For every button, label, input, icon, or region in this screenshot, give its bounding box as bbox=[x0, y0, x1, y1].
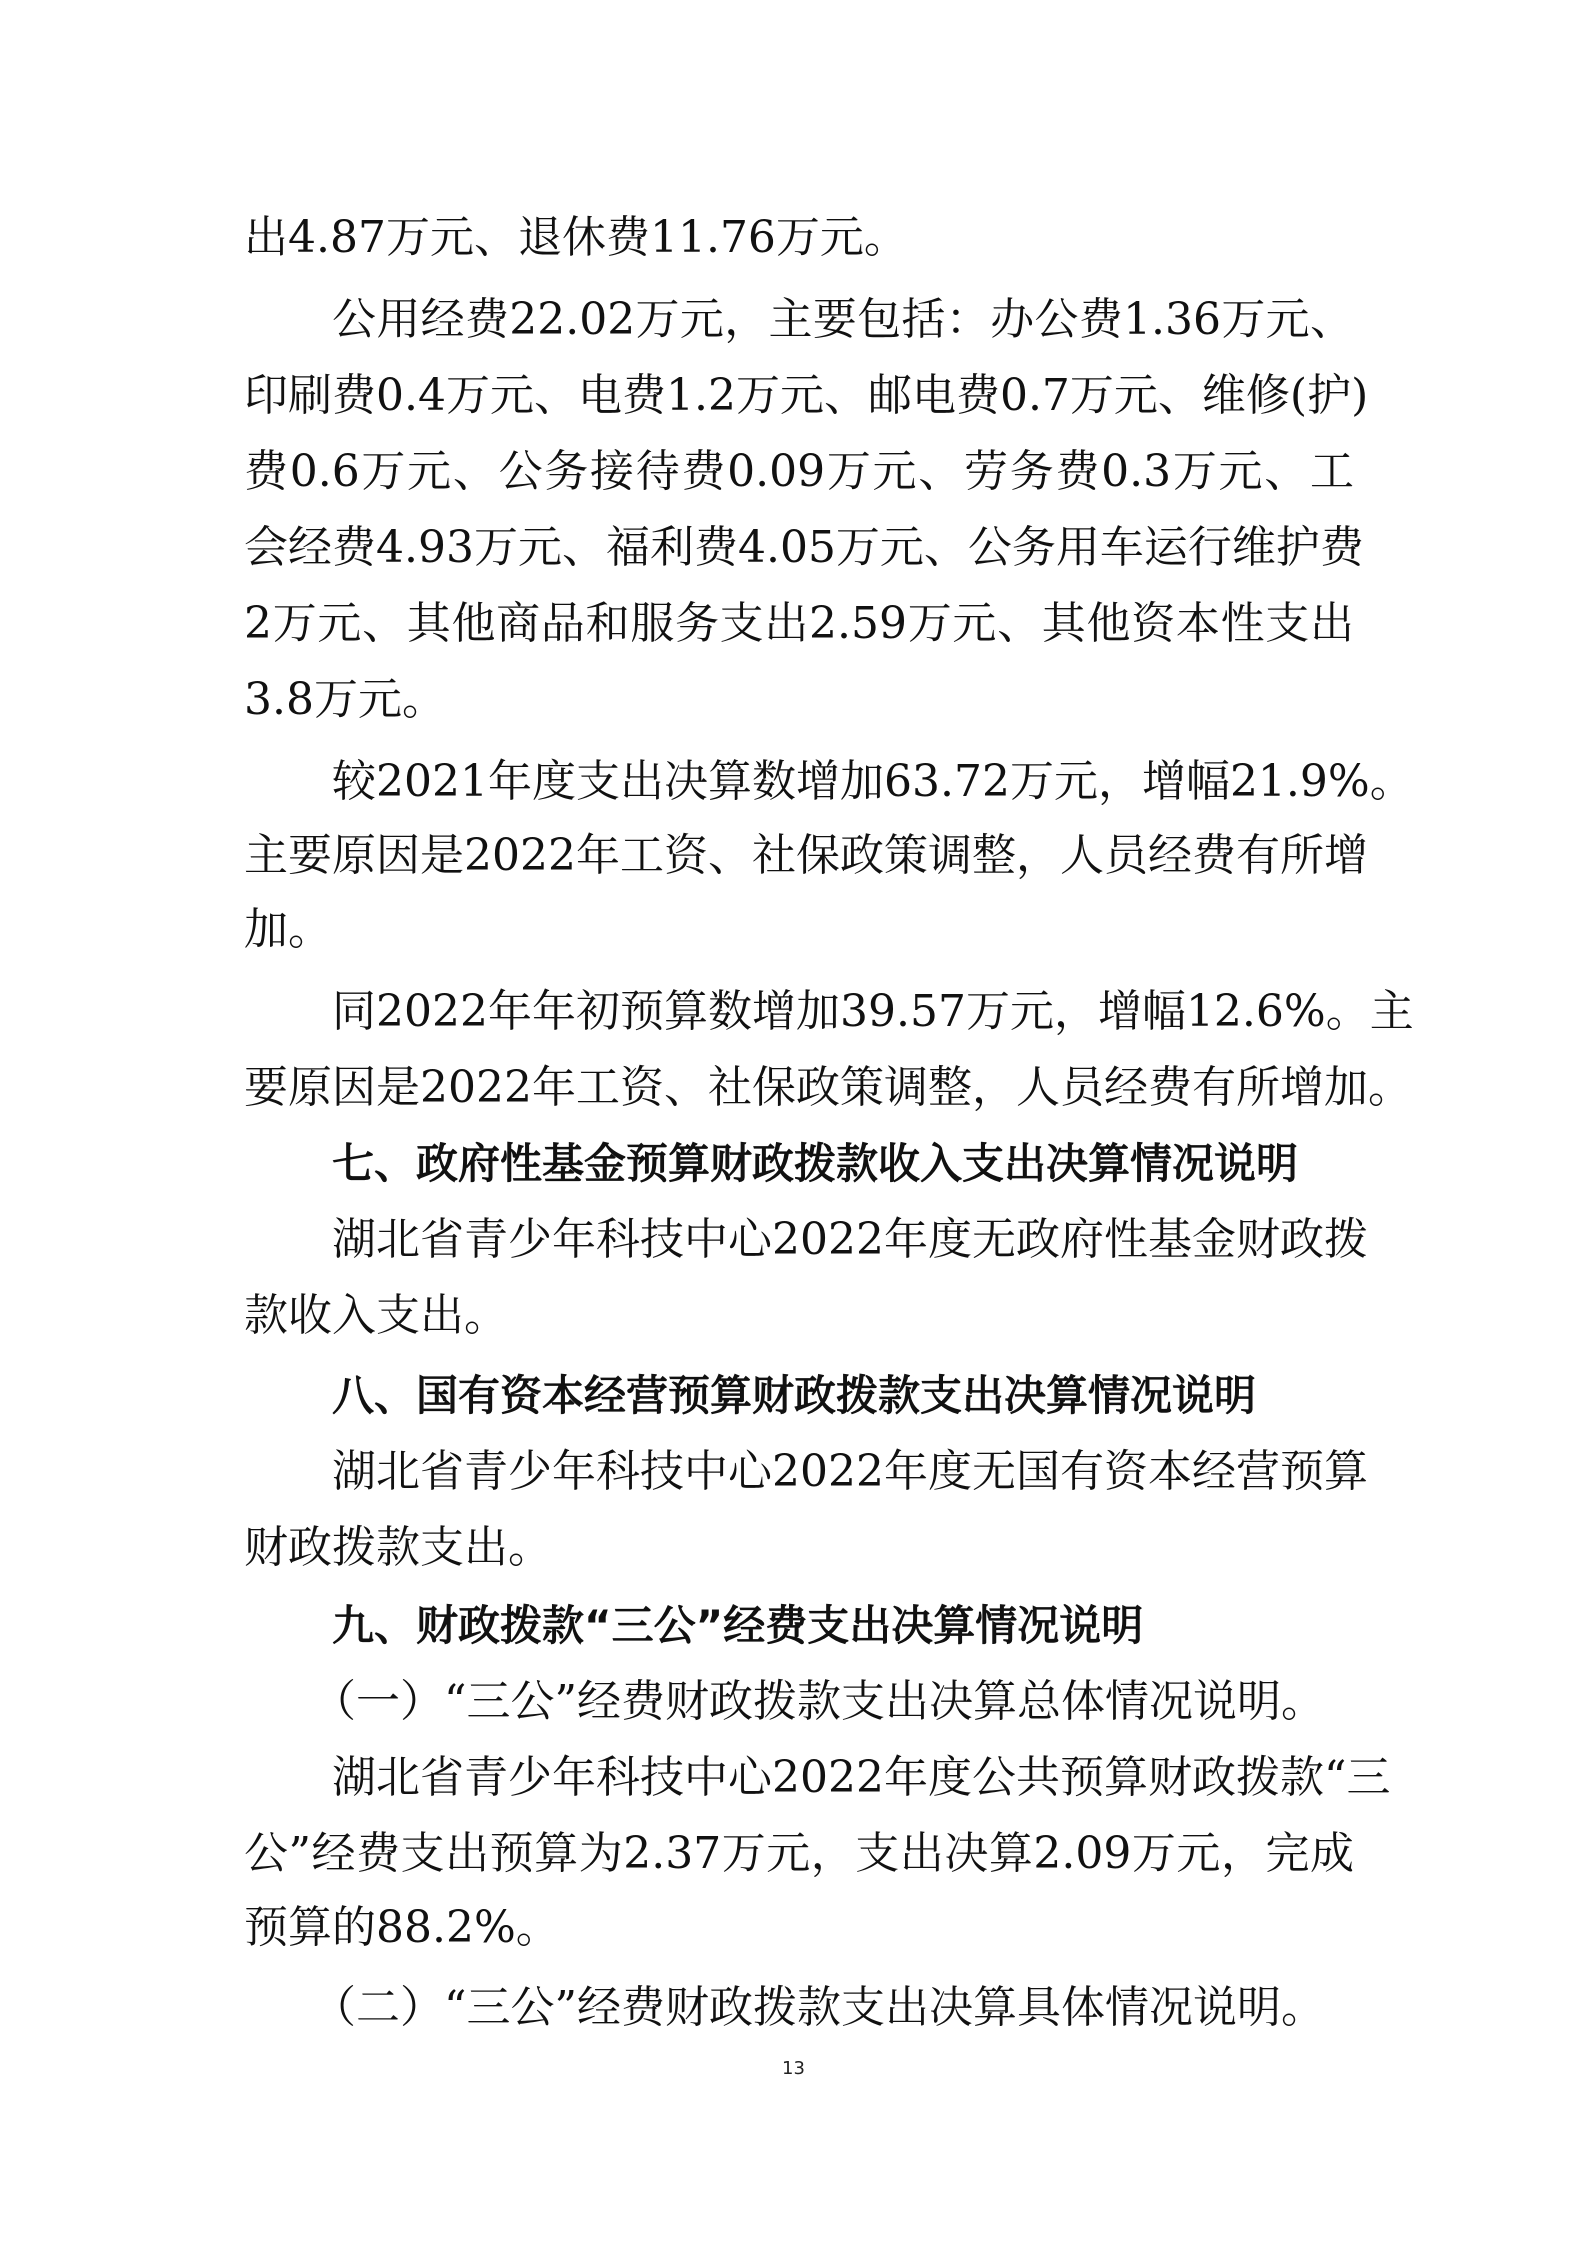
text-line: 预算的88.2%。 bbox=[244, 1902, 560, 1953]
text-line: 加。 bbox=[244, 904, 332, 955]
section-heading-7: 七、政府性基金预算财政拨款收入支出决算情况说明 bbox=[332, 1139, 1299, 1188]
section-heading-9: 九、财政拨款“三公”经费支出决算情况说明 bbox=[332, 1601, 1144, 1650]
text-line: 公”经费支出预算为2.37万元，支出决算2.09万元，完成 bbox=[244, 1828, 1354, 1879]
text-line: 款收入支出。 bbox=[244, 1290, 508, 1341]
text-line: 要原因是2022年工资、社保政策调整，人员经费有所增加。 bbox=[244, 1062, 1412, 1113]
text-line: 2万元、其他商品和服务支出2.59万元、其他资本性支出 bbox=[244, 598, 1354, 649]
text-line: 印刷费0.4万元、电费1.2万元、邮电费0.7万元、维修(护) bbox=[244, 370, 1369, 421]
text-line: 湖北省青少年科技中心2022年度公共预算财政拨款“三 bbox=[332, 1752, 1391, 1803]
text-line: 湖北省青少年科技中心2022年度无政府性基金财政拨 bbox=[332, 1214, 1368, 1265]
subsection-heading-2: （二）“三公”经费财政拨款支出决算具体情况说明。 bbox=[312, 1982, 1325, 2033]
text-line: 湖北省青少年科技中心2022年度无国有资本经营预算 bbox=[332, 1446, 1368, 1497]
text-line: 费0.6万元、公务接待费0.09万元、劳务费0.3万元、工 bbox=[244, 446, 1354, 497]
subsection-heading-1: （一）“三公”经费财政拨款支出决算总体情况说明。 bbox=[312, 1676, 1325, 1727]
text-line: 主要原因是2022年工资、社保政策调整，人员经费有所增 bbox=[244, 830, 1368, 881]
text-line: 3.8万元。 bbox=[244, 674, 446, 725]
text-line: 会经费4.93万元、福利费4.05万元、公务用车运行维护费 bbox=[244, 522, 1364, 573]
text-line: 财政拨款支出。 bbox=[244, 1522, 552, 1573]
page-number: 13 bbox=[782, 2058, 805, 2079]
text-line: 出4.87万元、退休费11.76万元。 bbox=[244, 212, 908, 263]
section-heading-8: 八、国有资本经营预算财政拨款支出决算情况说明 bbox=[332, 1371, 1257, 1420]
text-line: 较2021年度支出决算数增加63.72万元，增幅21.9%。 bbox=[332, 756, 1414, 807]
text-line: 公用经费22.02万元，主要包括：办公费1.36万元、 bbox=[332, 294, 1354, 345]
text-line: 同2022年年初预算数增加39.57万元，增幅12.6%。主 bbox=[332, 986, 1414, 1037]
